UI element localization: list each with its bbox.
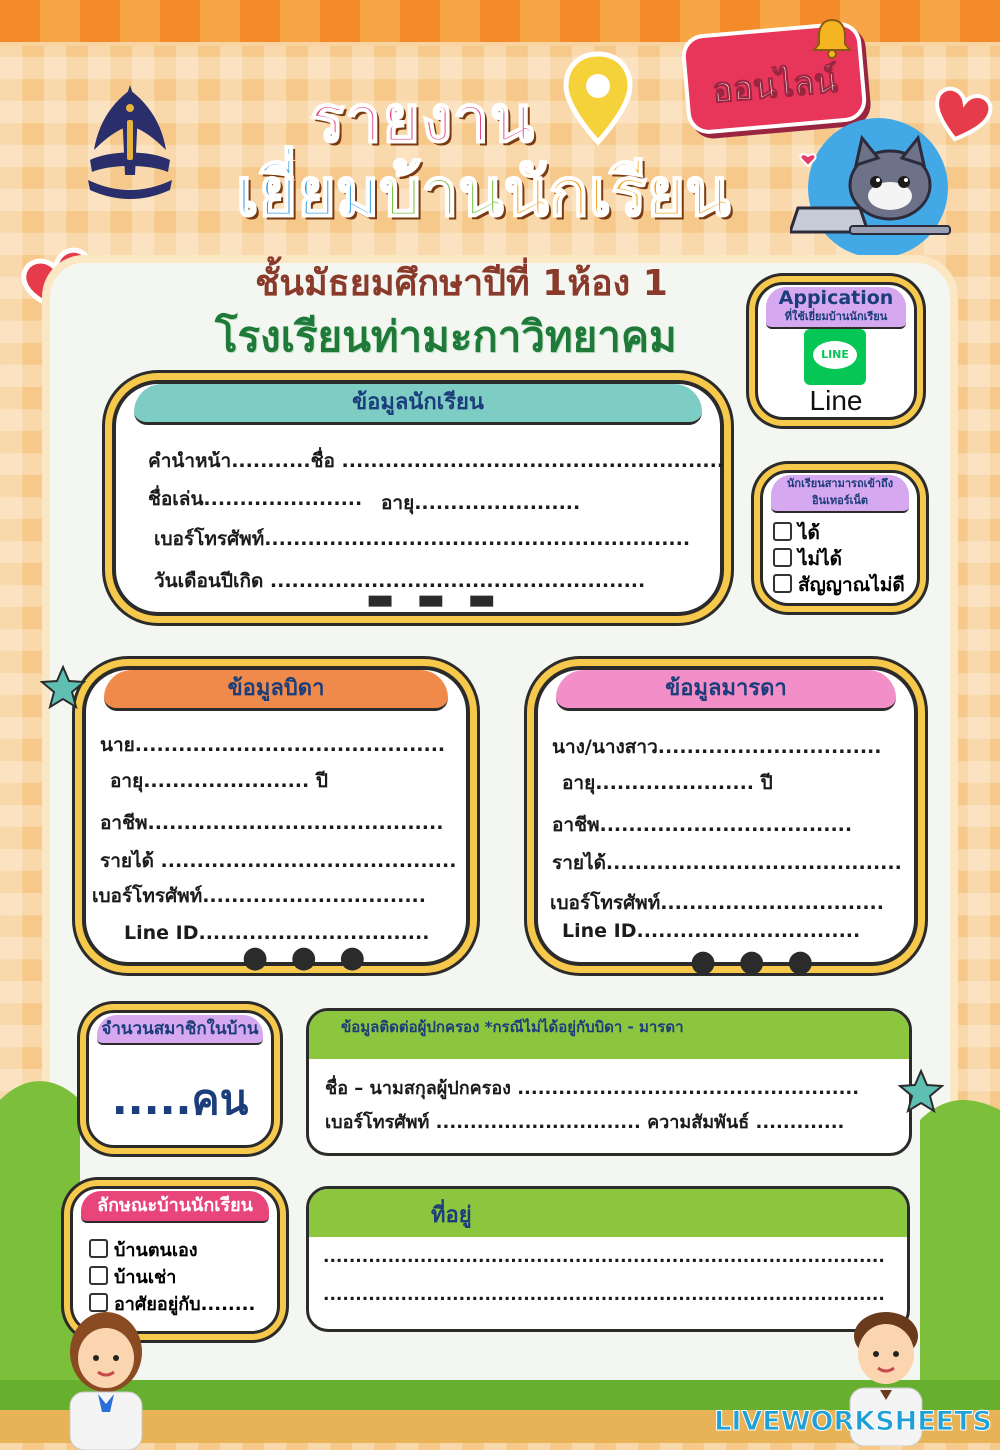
address-box-header [309, 1189, 907, 1237]
house-option[interactable] [89, 1262, 176, 1291]
student-card-header: ข้อมูลนักเรียน [134, 384, 702, 425]
internet-option-label: ได้ [798, 522, 820, 544]
bell-icon [808, 14, 856, 62]
checkbox[interactable] [89, 1239, 108, 1258]
school-name: โรงเรียนท่ามะกาวิทยาคม [215, 312, 677, 361]
school-emblem-icon [80, 80, 180, 205]
father-occupation-field[interactable]: อาชีพ......................................... [100, 812, 444, 834]
liveworksheets-watermark: LIVEWORKSHEETS [714, 1406, 992, 1437]
father-name-field[interactable]: นาย........................................... [100, 734, 446, 756]
decorative-dots: ● ● ● [690, 944, 820, 979]
mother-income-field[interactable]: รายได้......................................... [552, 852, 902, 874]
student-info-card [112, 380, 724, 616]
house-option[interactable] [89, 1235, 198, 1264]
household-member-count[interactable]: .....คน [111, 1075, 249, 1124]
checkbox[interactable] [773, 522, 792, 541]
father-line-id-field[interactable]: Line ID................................ [124, 922, 430, 944]
decorative-dots: ● ● ● [242, 940, 372, 975]
decorative-dots: ▬ ▬ ▬ [366, 582, 502, 617]
house-option-label: บ้านตนเอง [114, 1240, 198, 1261]
student-phone-field[interactable]: เบอร์โทรศัพท์........................................................... [154, 528, 691, 550]
application-box [755, 282, 917, 420]
student-birthdate-field[interactable]: วันเดือนปีเกิด .................................................... [154, 570, 646, 592]
mother-age-field[interactable]: อายุ...................... ปี [562, 772, 773, 794]
household-members-box [86, 1010, 274, 1148]
house-option-label: อาศัยอยู่กับ........ [114, 1294, 256, 1315]
internet-option-label: สัญญาณไม่ดี [798, 574, 905, 596]
members-box-header: จำนวนสมาชิกในบ้าน [97, 1015, 263, 1045]
mother-phone-field[interactable]: เบอร์โทรศัพท์............................... [550, 892, 884, 914]
mother-name-field[interactable]: นาง/นางสาว............................... [552, 736, 882, 758]
student-age-field[interactable]: อายุ....................... [381, 492, 581, 514]
student-nickname-field[interactable]: ชื่อเล่น...................... [148, 488, 363, 510]
checkbox[interactable] [773, 548, 792, 567]
father-phone-field[interactable]: เบอร์โทรศัพท์............................... [92, 885, 426, 907]
house-option-label: บ้านเช่า [114, 1267, 177, 1288]
guardian-contact-box [306, 1008, 912, 1156]
line-logo-bubble: LINE [813, 341, 857, 369]
father-card-header: ข้อมูลบิดา [104, 670, 448, 711]
cat-laptop-icon [790, 130, 960, 240]
application-box-subtitle: ที่ใช้เยี่ยมบ้านนักเรียน [784, 310, 888, 323]
page-title-line2 [236, 140, 730, 245]
title-word-visit: เยี่ยม [236, 154, 380, 231]
checkbox[interactable] [89, 1266, 108, 1285]
father-info-card [82, 666, 470, 966]
line-app-name: Line [809, 385, 863, 416]
address-box-title: ที่อยู่ [431, 1203, 472, 1228]
checkbox[interactable] [773, 574, 792, 593]
mother-occupation-field[interactable]: อาชีพ................................... [552, 814, 853, 836]
guardian-phone-relationship-field[interactable]: เบอร์โทรศัพท์ .............................. ความสัมพันธ์ ............. [325, 1112, 845, 1133]
online-badge: ออนไลน์ [710, 60, 840, 112]
location-pin-icon [560, 50, 636, 146]
mother-line-id-field[interactable]: Line ID............................... [562, 920, 861, 942]
internet-box-header [771, 475, 909, 513]
star-icon [898, 1068, 944, 1114]
application-box-title: Appication [778, 287, 894, 309]
internet-box-title-line1: นักเรียนสามารถเข้าถึง [786, 477, 894, 490]
page-title-line1: รายงาน [310, 83, 535, 157]
line-logo-icon [804, 329, 866, 385]
internet-option[interactable] [773, 570, 905, 600]
internet-access-box [760, 470, 920, 606]
internet-option-label: ไม่ได้ [798, 548, 842, 570]
father-income-field[interactable]: รายได้ ......................................... [100, 850, 457, 872]
star-icon [40, 664, 86, 710]
guardian-name-field[interactable]: ชื่อ – นามสกุลผู้ปกครอง .................................................. [325, 1078, 860, 1099]
girl-student-icon [46, 1300, 166, 1450]
title-word-home: บ้าน [379, 154, 504, 231]
address-box [306, 1186, 910, 1332]
mother-card-header: ข้อมูลมารดา [556, 670, 896, 711]
student-prefix-name-field[interactable]: คำนำหน้า...........ชื่อ ..................................................... [148, 450, 725, 472]
address-line-2[interactable]: ....................................................................................... [323, 1285, 885, 1305]
house-box-header: ลักษณะบ้านนักเรียน [81, 1191, 269, 1223]
grade-room-label: ชั้นมัธยมศึกษาปีที่ 1ห้อง 1 [255, 263, 668, 304]
guardian-box-title: ข้อมูลติดต่อผู้ปกครอง *กรณีไม่ได้อยู่กับบิดา - มารดา [341, 1018, 684, 1036]
address-line-1[interactable]: ....................................................................................... [323, 1247, 885, 1267]
application-box-header [766, 287, 906, 329]
mother-info-card [534, 666, 918, 966]
internet-box-title-line2: อินเทอร์เน็ต [811, 494, 869, 507]
title-word-student: นักเรียน [503, 154, 731, 231]
father-age-field[interactable]: อายุ....................... ปี [110, 770, 328, 792]
